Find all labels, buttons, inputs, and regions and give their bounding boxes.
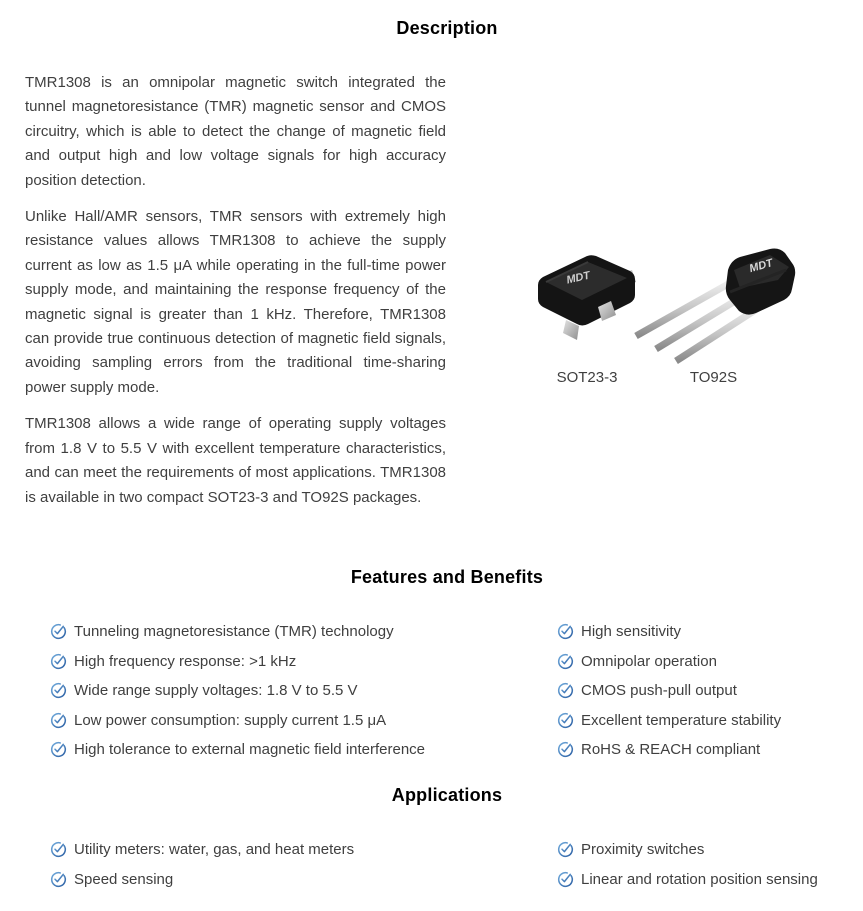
application-item bbox=[50, 841, 354, 859]
description-text bbox=[25, 71, 446, 522]
feature-item bbox=[557, 741, 781, 759]
check-circle-icon bbox=[557, 653, 574, 670]
check-circle-icon bbox=[557, 623, 574, 640]
feature-item bbox=[557, 682, 781, 700]
application-text: Speed sensing bbox=[74, 870, 174, 888]
application-text: Utility meters: water, gas, and heat meters bbox=[74, 841, 355, 858]
applications-list-left bbox=[50, 841, 354, 900]
application-item bbox=[50, 871, 354, 889]
package-figure-to92s bbox=[626, 236, 801, 386]
check-circle-icon bbox=[50, 682, 67, 699]
applications-list-right bbox=[557, 841, 818, 900]
feature-item bbox=[557, 623, 781, 641]
feature-item bbox=[557, 712, 781, 730]
chip-logo-text: MDT bbox=[565, 269, 592, 287]
package-label-to92s: TO92S bbox=[689, 369, 738, 386]
feature-text: CMOS push-pull output bbox=[581, 682, 737, 699]
to92s-package-image bbox=[626, 236, 801, 364]
feature-item bbox=[50, 653, 425, 671]
feature-text: RoHS & REACH compliant bbox=[581, 741, 761, 758]
feature-item bbox=[50, 623, 425, 641]
feature-text: Omnipolar operation bbox=[581, 652, 717, 670]
features-heading: Features and Benefits bbox=[350, 567, 544, 587]
applications-heading: Applications bbox=[391, 785, 503, 805]
feature-text: High frequency response: >1 kHz bbox=[74, 652, 297, 670]
features-list-right bbox=[557, 623, 781, 771]
package-label-sot23-3: SOT23-3 bbox=[556, 369, 618, 386]
feature-text: Tunneling magnetoresistance (TMR) technology bbox=[74, 623, 394, 640]
feature-text: Wide range supply voltages: 1.8 V to 5.5 V bbox=[74, 682, 358, 699]
check-circle-icon bbox=[557, 712, 574, 729]
application-text: Proximity switches bbox=[581, 841, 705, 858]
feature-item bbox=[50, 682, 425, 700]
feature-item bbox=[50, 712, 425, 730]
application-item bbox=[557, 871, 818, 889]
check-circle-icon bbox=[557, 841, 574, 858]
check-circle-icon bbox=[557, 682, 574, 699]
feature-text: Low power consumption: supply current 1.5 μA bbox=[74, 711, 387, 729]
feature-text: Excellent temperature stability bbox=[581, 711, 782, 729]
application-item bbox=[557, 841, 818, 859]
description-paragraph: Unlike Hall/AMR sensors, TMR sensors with extremely high resistance values allows TMR1308 to achieve the supply current as low as 1.5 μA while operating in the full-time power supply mode, and maintaining the response frequency of the magnetic signal is greater than 1 kHz. Therefore, TMR1308 can provide true continuous detection of magnetic field signals, avoiding sampling errors from the traditional time-sharing power supply mode. bbox=[25, 208, 446, 396]
feature-item bbox=[50, 741, 425, 759]
feature-item bbox=[557, 653, 781, 671]
check-circle-icon bbox=[557, 741, 574, 758]
check-circle-icon bbox=[50, 623, 67, 640]
application-text: Linear and rotation position sensing bbox=[581, 870, 818, 888]
check-circle-icon bbox=[557, 871, 574, 888]
check-circle-icon bbox=[50, 741, 67, 758]
description-heading: Description bbox=[396, 18, 498, 38]
description-paragraph: TMR1308 allows a wide range of operating supply voltages from 1.8 V to 5.5 V with excellent temperature characteristics, and can meet the requirements of most applications. TMR1308 is available in two compact SOT23-3 and TO92S packages. bbox=[25, 415, 446, 506]
description-paragraph: TMR1308 is an omnipolar magnetic switch integrated the tunnel magnetoresistance (TMR) magnetic sensor and CMOS circuitry, which is able to detect the change of magnetic field and output high and low voltage signals for high accuracy position detection. bbox=[25, 74, 446, 189]
features-list-left bbox=[50, 623, 425, 771]
check-circle-icon bbox=[50, 871, 67, 888]
feature-text: High tolerance to external magnetic field interference bbox=[74, 741, 426, 758]
check-circle-icon bbox=[50, 841, 67, 858]
check-circle-icon bbox=[50, 653, 67, 670]
check-circle-icon bbox=[50, 712, 67, 729]
chip-logo-text: MDT bbox=[748, 257, 775, 276]
feature-text: High sensitivity bbox=[581, 623, 682, 640]
